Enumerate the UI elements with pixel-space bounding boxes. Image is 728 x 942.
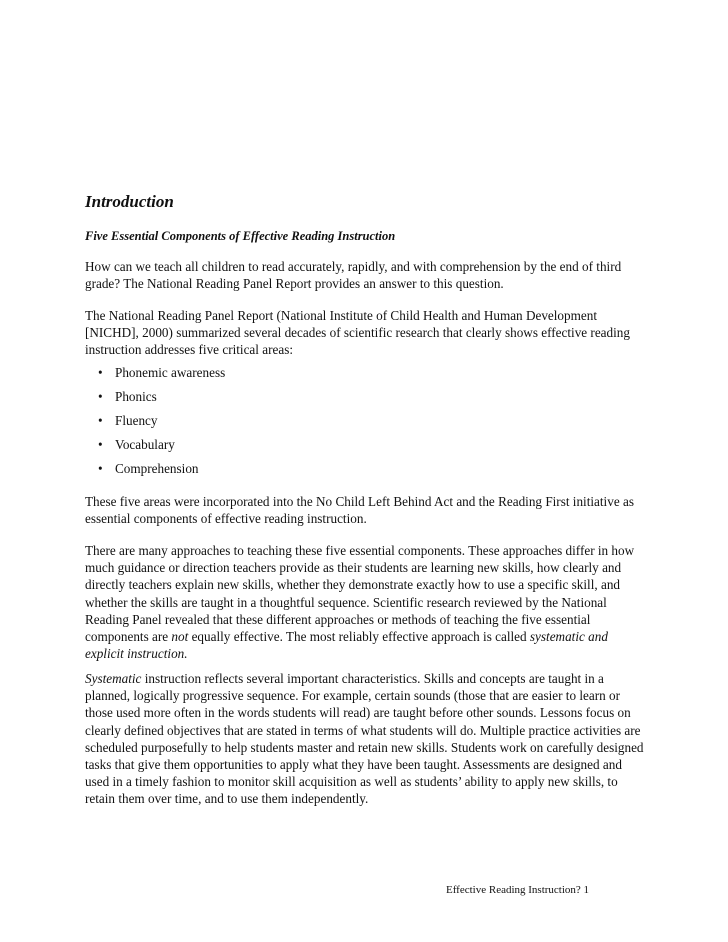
bullet-icon: • — [98, 389, 103, 404]
list-item — [85, 460, 225, 484]
paragraph-intro-question: How can we teach all children to read accurately, rapidly, and with comprehension by the end of third grade? The National Reading Panel Report provides an answer to this question. — [85, 259, 622, 292]
paragraph-nrp-summary: The National Reading Panel Report (National Institute of Child Health and Human Development [NICHD], 2000) summarized several decades of scientific research that clearly shows effective reading instruction addresses five critical areas: — [85, 308, 630, 358]
list-item-label: Phonics — [115, 389, 157, 404]
emphasis-systematic-explicit: systematic and explicit instruction. — [85, 629, 608, 662]
page-footer: Effective Reading Instruction? 1 — [446, 884, 590, 896]
emphasis-not: not — [171, 629, 189, 645]
page-title: Introduction — [85, 192, 174, 211]
list-item — [85, 364, 225, 388]
list-item — [85, 412, 225, 436]
section-subtitle: Five Essential Components of Effective Reading Instruction — [85, 229, 396, 243]
list-item — [85, 388, 225, 412]
list-item-label: Vocabulary — [115, 437, 175, 452]
list-item-label: Phonemic awareness — [115, 365, 226, 380]
bullet-icon: • — [98, 461, 103, 476]
paragraph-approaches: There are many approaches to teaching these five essential components. These approaches differ in how much guidance or direction teachers provide as their students are learning new skills, how clearly and directly teachers explain new skills, whether they demonstrate exactly how to use a specific skill, and whether the skills are taught in a thoughtful sequence. Scientific research reviewed by the National Reading Panel revealed that these different approaches or methods of teaching the five essential components are not equally effective. The most reliably effective approach is called systematic and explicit instruction. — [85, 543, 635, 662]
five-components-list — [85, 364, 225, 484]
bullet-icon: • — [98, 365, 103, 380]
bullet-icon: • — [98, 437, 103, 452]
emphasis-systematic: Systematic — [85, 671, 142, 686]
paragraph-nclb: These five areas were incorporated into the No Child Left Behind Act and the Reading First initiative as essential components of effective reading instruction. — [85, 494, 634, 527]
list-item — [85, 436, 225, 460]
list-item-label: Fluency — [115, 413, 158, 428]
bullet-icon: • — [98, 413, 103, 428]
paragraph-systematic: Systematic instruction reflects several important characteristics. Skills and concepts are taught in a planned, logically progressive sequence. For example, certain sounds (those that are easier to learn or those used more often in the words students will read) are taught before other sounds. Lessons focus on clearly defined objectives that are stated in terms of what students will do. Multiple practice activities are scheduled purposefully to help students master and retain new skills. Students work on carefully designed tasks that give them opportunities to apply what they have been taught. Assessments are designed and used in a timely fashion to monitor skill acquisition as well as students’ ability to apply new skills, to retain them over time, and to use them independently. — [85, 671, 644, 807]
list-item-label: Comprehension — [115, 461, 199, 476]
